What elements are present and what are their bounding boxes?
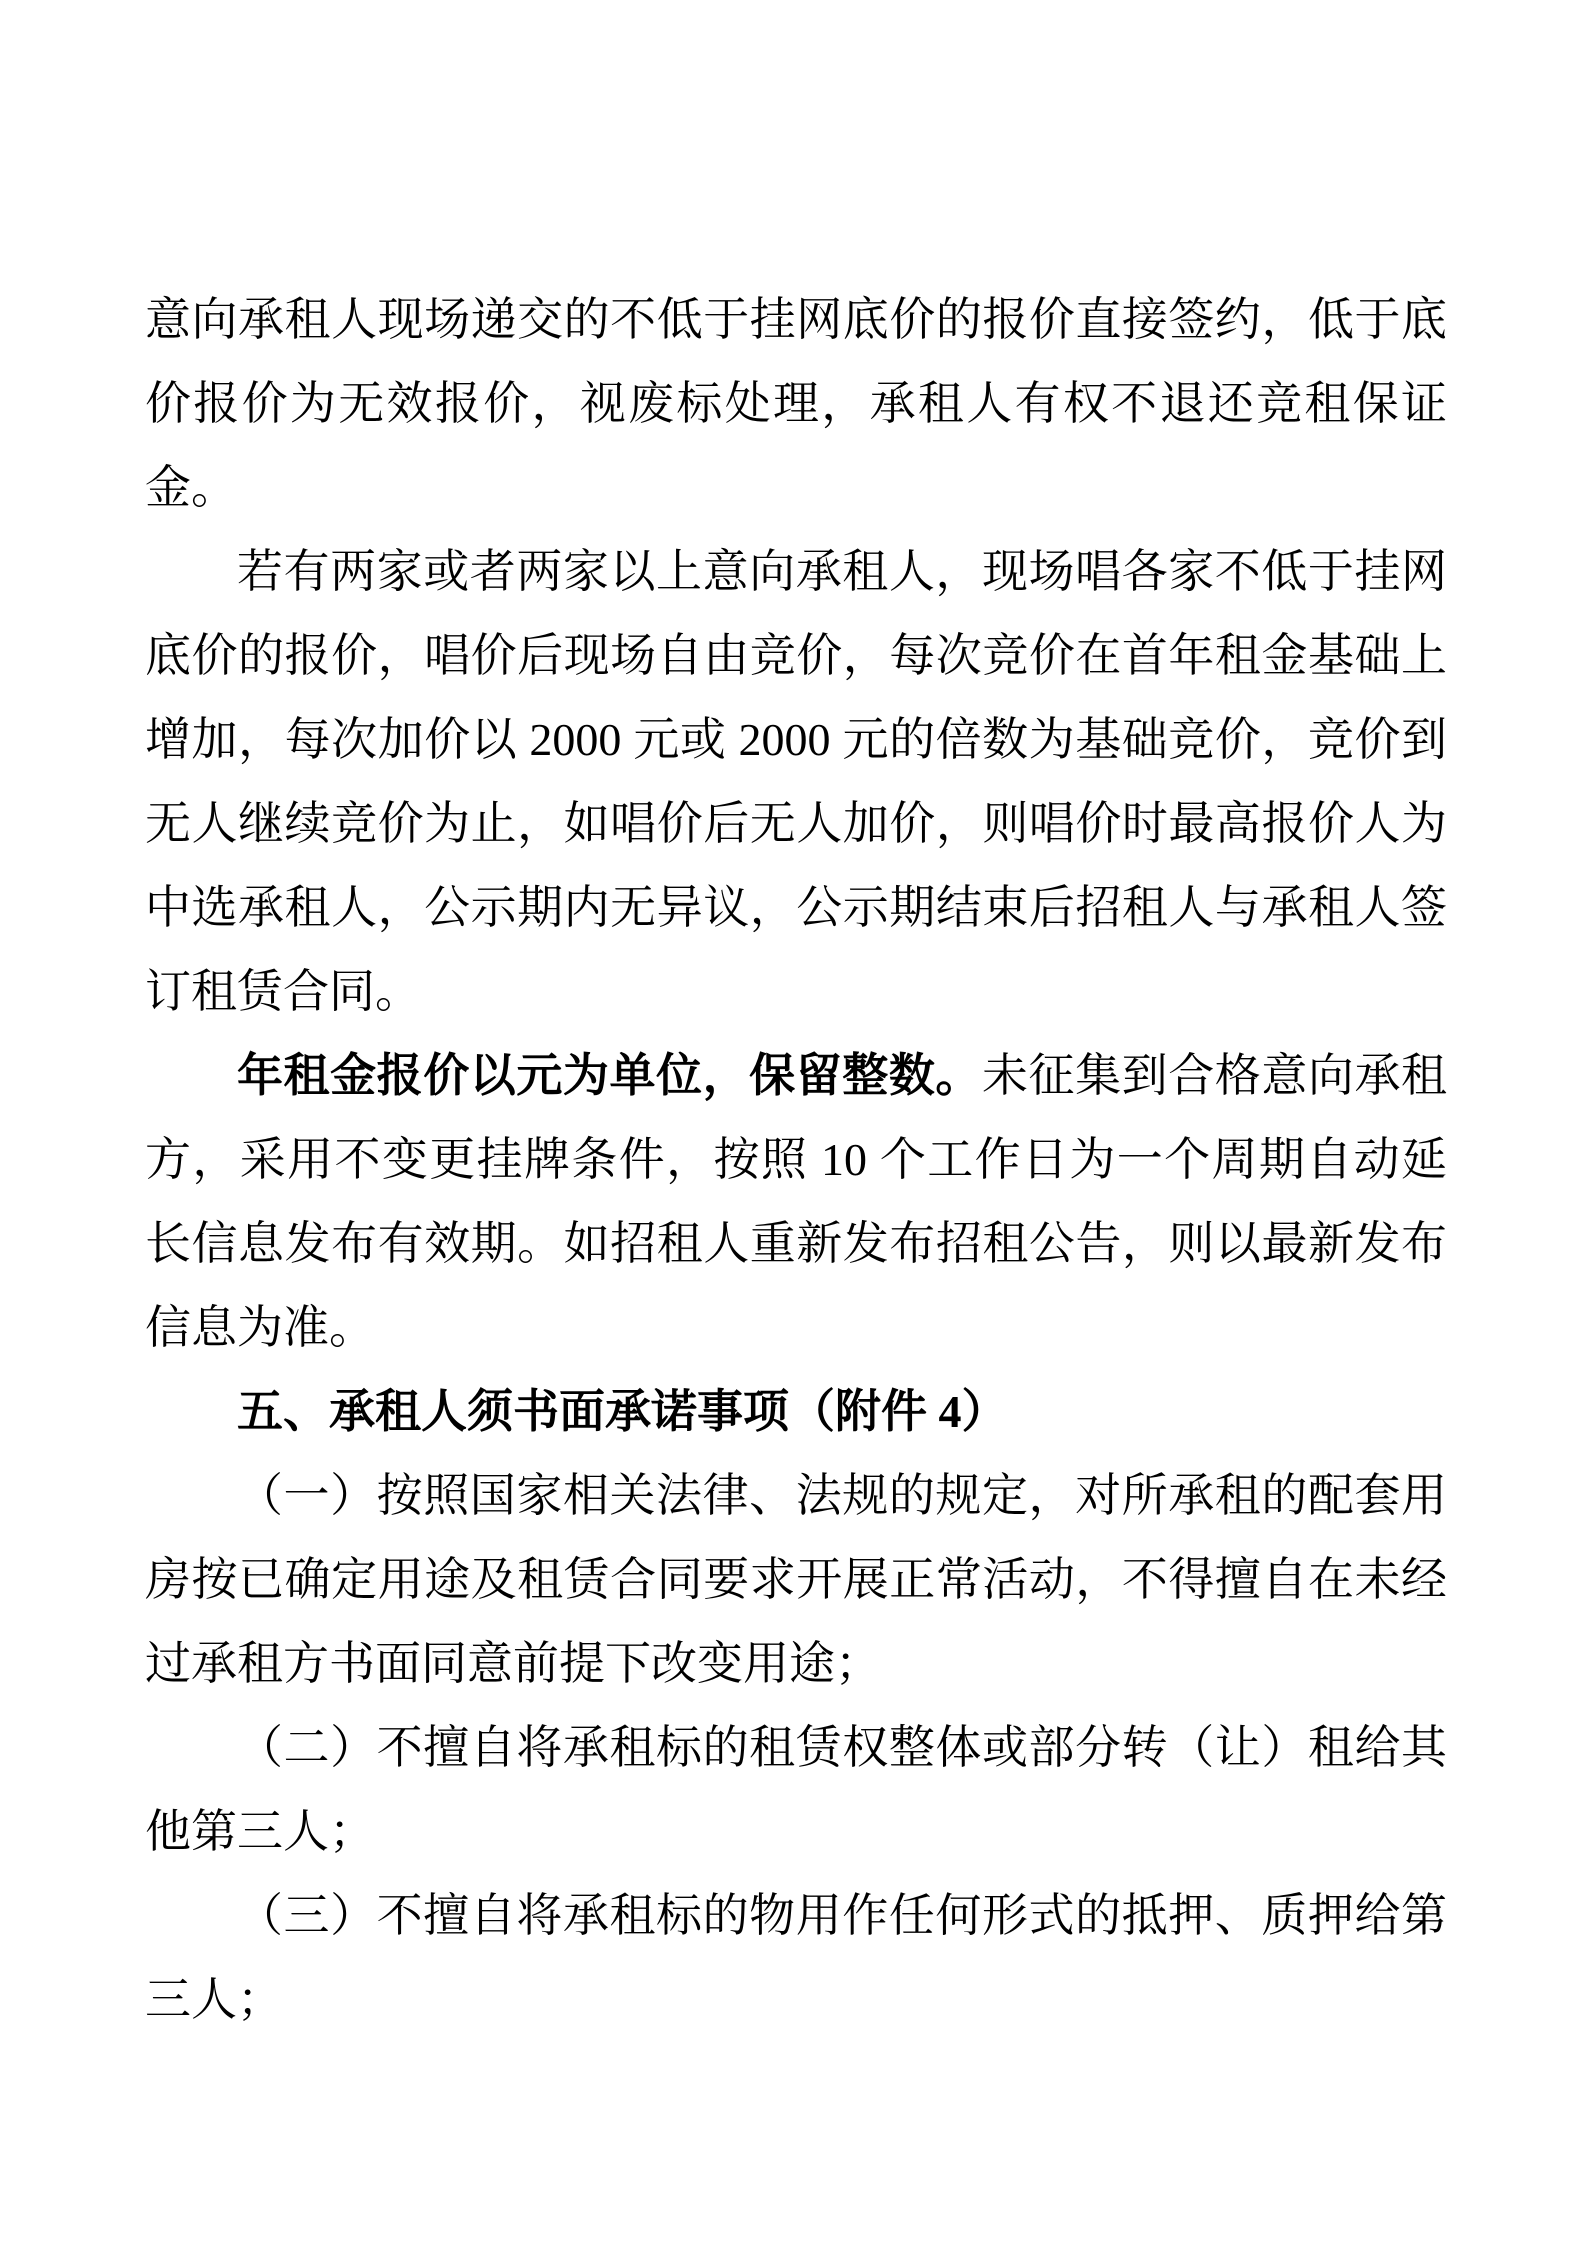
document-content — [145, 278, 1447, 2042]
text-run: （二）不擅自将承租标的租赁权整体或部分转（让）租给其他第三人； — [145, 1722, 1447, 1857]
paragraph — [145, 530, 1447, 1034]
text-run: 意向承租人现场递交的不低于挂网底价的报价直接签约，低于底价报价为无效报价，视废标处理，承租人有权不退还竞租保证金。 — [145, 294, 1447, 513]
section-heading — [145, 1370, 1447, 1454]
text-run: 五、承租人须书面承诺事项（附件 4） — [237, 1386, 1008, 1437]
paragraph — [145, 1454, 1447, 1706]
paragraph — [145, 1874, 1447, 2042]
text-run: 年租金报价以元为单位，保留整数。 — [237, 1050, 982, 1101]
paragraph — [145, 278, 1447, 530]
text-run: （一）按照国家相关法律、法规的规定，对所承租的配套用房按已确定用途及租赁合同要求开展正常活动，不得擅自在未经过承租方书面同意前提下改变用途； — [145, 1470, 1447, 1689]
text-run: 若有两家或者两家以上意向承租人，现场唱各家不低于挂网底价的报价，唱价后现场自由竞价，每次竞价在首年租金基础上增加，每次加价以 2000 元或 2000 元的倍数为基础竞价，竞价到无人继续竞价为止，如唱价后无人加价，则唱价时最高报价人为中选承租人，公示期内无异议，公示期结束后招租人与承租人签订租赁合同。 — [145, 546, 1447, 1017]
paragraph — [145, 1706, 1447, 1874]
text-run: （三）不擅自将承租标的物用作任何形式的抵押、质押给第三人； — [145, 1890, 1447, 2025]
paragraph — [145, 1034, 1447, 1370]
text-run: 未征集到合格意向承租方，采用不变更挂牌条件，按照 10 个工作日为一个周期自动延长信息发布有效期。如招租人重新发布招租公告，则以最新发布信息为准。 — [145, 1050, 1448, 1353]
